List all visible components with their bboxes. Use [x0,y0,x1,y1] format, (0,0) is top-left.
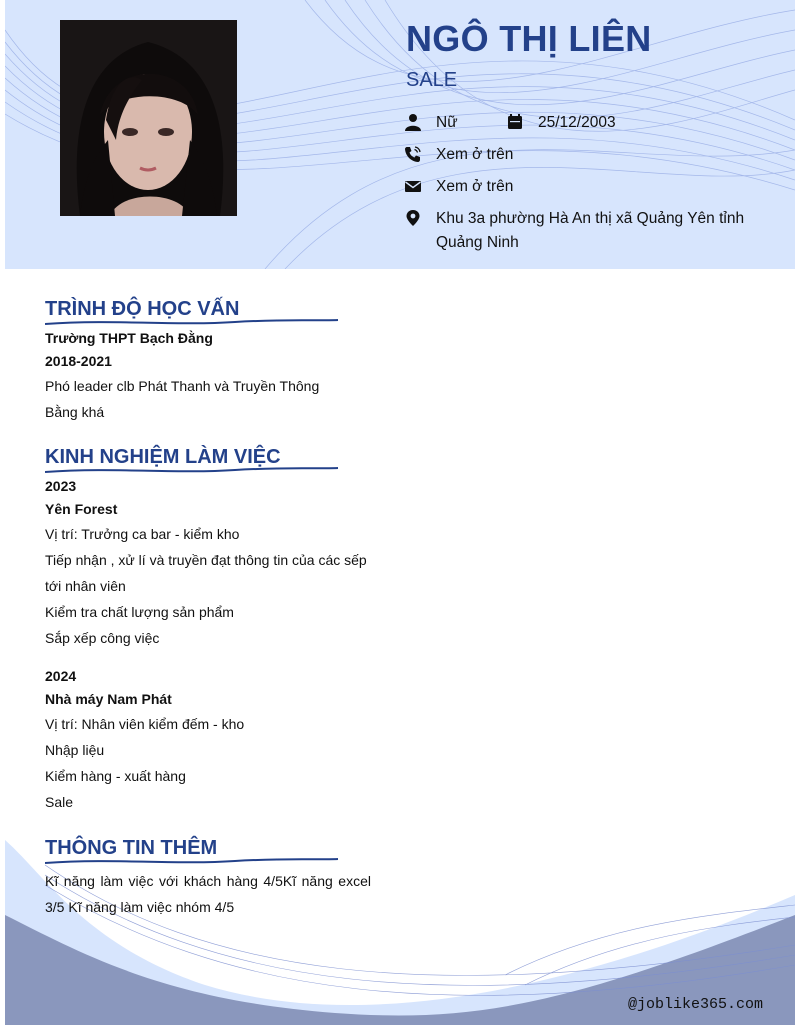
cv-header [5,0,795,269]
additional-line: Kĩ năng làm việc với khách hàng 4/5Kĩ năng excel [45,873,371,889]
phone-icon [404,145,422,163]
portrait-image [60,20,237,216]
email-value: Xem ở trên [436,178,514,195]
experience-heading: KINH NGHIỆM LÀM VIỆC [45,446,281,468]
job-line: Kiểm tra chất lượng sản phẩm [45,604,234,620]
education-period: 2018-2021 [45,353,112,369]
additional-section [45,837,371,920]
candidate-name: NGÔ THỊ LIÊN [406,18,652,59]
candidate-title: SALE [406,69,458,91]
job-line: tới nhân viên [45,578,126,594]
user-icon [404,113,422,131]
profile-photo [60,20,237,216]
additional-line: 3/5 Kĩ năng làm việc nhóm 4/5 [45,899,235,915]
education-line: Bằng khá [45,404,105,420]
job-year: 2023 [45,478,77,494]
phone-value: Xem ở trên [436,146,514,163]
job-company: Nhà máy Nam Phát [45,691,172,707]
email-icon [404,177,422,195]
job-line: Tiếp nhận , xử lí và truyền đạt thông tin của các sếp [45,552,367,568]
additional-heading: THÔNG TIN THÊM [45,837,218,859]
job-entry [45,475,371,651]
location-icon [404,209,422,227]
education-heading: TRÌNH ĐỘ HỌC VẤN [45,298,240,320]
calendar-icon [506,113,524,131]
job-year: 2024 [45,668,77,684]
address-line-2: Quảng Ninh [436,234,519,251]
birthdate-value: 25/12/2003 [538,114,616,131]
job-company: Yên Forest [45,501,118,517]
job-line: Vị trí: Trưởng ca bar - kiểm kho [45,526,240,542]
job-line: Vị trí: Nhân viên kiểm đếm - kho [45,716,245,732]
footer-credit: @joblike365.com [628,996,764,1013]
experience-section [45,446,371,815]
job-line: Sale [45,794,74,810]
education-section [45,298,371,425]
education-line: Phó leader clb Phát Thanh và Truyền Thông [45,378,320,394]
gender-value: Nữ [436,114,458,131]
job-line: Kiểm hàng - xuất hàng [45,768,186,784]
job-line: Nhập liệu [45,742,105,758]
address-line-1: Khu 3a phường Hà An thị xã Quảng Yên tỉnh [436,210,745,227]
job-entry [45,665,371,815]
job-line: Sắp xếp công việc [45,630,160,646]
education-school: Trường THPT Bạch Đằng [45,330,213,346]
